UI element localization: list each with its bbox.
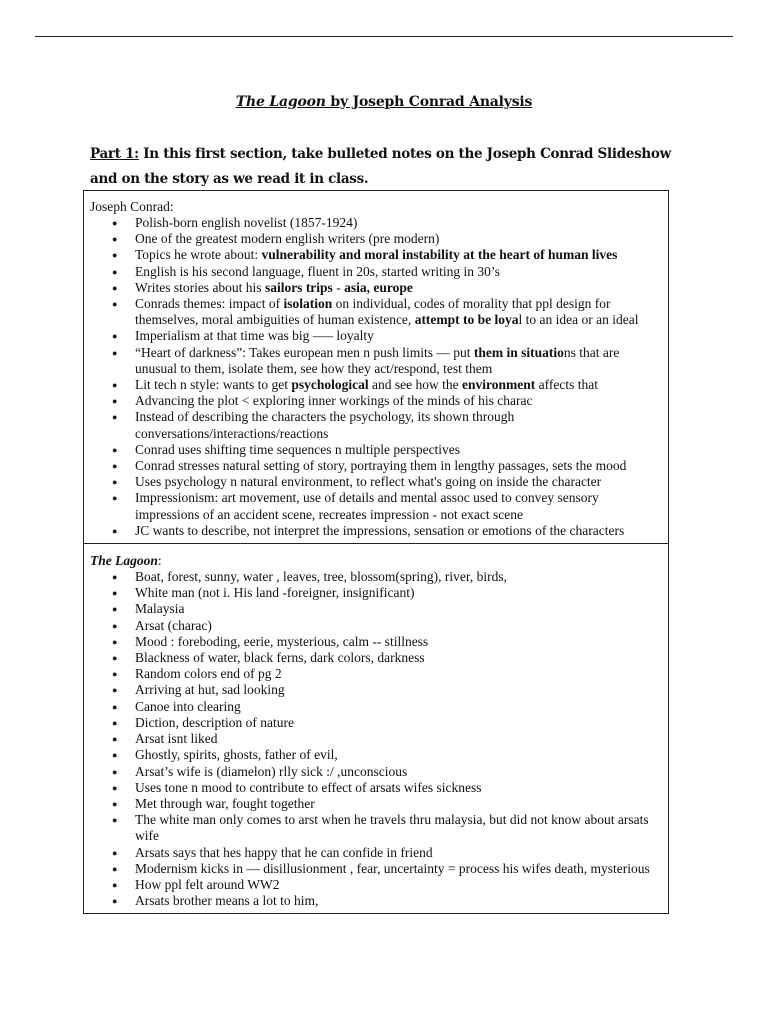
bullet-item bbox=[90, 650, 662, 666]
bullet-text: Canoe into clearing bbox=[135, 698, 241, 714]
bullet-item bbox=[90, 393, 662, 409]
title-italic: The Lagoon bbox=[235, 94, 326, 110]
bullet-text: Arsats says that hes happy that he can confide in friend bbox=[135, 844, 433, 860]
bullet-text: Arsat (charac) bbox=[135, 617, 212, 633]
bullet-text: Conrad stresses natural setting of story, portraying them in lengthy passages, sets the mood bbox=[135, 458, 627, 474]
part-instructions bbox=[90, 142, 690, 192]
bullet-item bbox=[90, 845, 662, 861]
bullet-text: One of the greatest modern english writers (pre modern) bbox=[135, 231, 440, 247]
bullet-text: Arsat’s wife is (diamelon) rlly sick :/ ,unconscious bbox=[135, 763, 408, 779]
bullet-text: English is his second language, fluent in 20s, started writing in 30’s bbox=[135, 263, 500, 279]
bullet-text: Arsat isnt liked bbox=[135, 731, 218, 747]
bullet-item bbox=[90, 264, 662, 280]
bullet-item bbox=[90, 296, 662, 328]
page-title bbox=[0, 94, 768, 110]
bullet-item bbox=[90, 747, 662, 763]
bullet-item bbox=[90, 877, 662, 893]
bullet-item bbox=[90, 796, 662, 812]
bullet-text: affects that bbox=[535, 377, 598, 393]
part-text: In this first section, take bulleted notes on the Joseph Conrad Slideshow and on the story as we read it in class. bbox=[90, 146, 671, 187]
bullet-text: Advancing the plot < exploring inner workings of the minds of his charac bbox=[135, 393, 533, 409]
bullet-item bbox=[90, 328, 662, 344]
bullet-item bbox=[90, 634, 662, 650]
bullet-item bbox=[90, 231, 662, 247]
bullet-item bbox=[90, 780, 662, 796]
conrad-notes-section bbox=[84, 191, 668, 543]
bullet-bold-text: psychological bbox=[291, 377, 369, 393]
conrad-section-title: Joseph Conrad: bbox=[90, 199, 174, 214]
bullet-text: Conrads themes: impact of bbox=[135, 296, 284, 312]
bullet-text: “Heart of darkness”: Takes european men n push limits — put bbox=[135, 344, 474, 360]
bullet-item bbox=[90, 812, 662, 844]
bullet-item bbox=[90, 474, 662, 490]
bullet-item bbox=[90, 458, 662, 474]
lagoon-bullet-list bbox=[90, 569, 662, 909]
bullet-text: Blackness of water, black ferns, dark colors, darkness bbox=[135, 650, 425, 666]
bullet-text: Diction, description of nature bbox=[135, 714, 294, 730]
bullet-text: How ppl felt around WW2 bbox=[135, 876, 280, 892]
bullet-text: Random colors end of pg 2 bbox=[135, 666, 282, 682]
bullet-text: Conrad uses shifting time sequences n multiple perspectives bbox=[135, 441, 461, 457]
bullet-item bbox=[90, 715, 662, 731]
lagoon-notes-section bbox=[84, 543, 668, 913]
bullet-item bbox=[90, 601, 662, 617]
part-label: Part 1: bbox=[90, 146, 139, 162]
bullet-item bbox=[90, 618, 662, 634]
bullet-text: Mood : foreboding, eerie, mysterious, calm -- stillness bbox=[135, 633, 429, 649]
bullet-text: ns that are unusual to them, isolate them, see how they act/respond, test them bbox=[135, 344, 620, 376]
bullet-text: Lit tech n style: wants to get bbox=[135, 377, 292, 393]
lagoon-title-italic: The Lagoon bbox=[90, 553, 158, 569]
bullet-text: Modernism kicks in — disillusionment , fear, uncertainty = process his wifes death, mysterious bbox=[135, 860, 650, 876]
bullet-text: Writes stories about his bbox=[135, 279, 265, 295]
bullet-bold-text: sailors trips bbox=[264, 279, 333, 295]
bullet-text: Ghostly, spirits, ghosts, father of evil, bbox=[135, 747, 338, 763]
bullet-text: Impressionism: art movement, use of details and mental assoc used to convey sensory impressions of an accident scene, recreates impression - not exact scene bbox=[135, 490, 599, 522]
bullet-text: White man (not i. His land -foreigner, insignificant) bbox=[135, 585, 415, 601]
bullet-text: Malaysia bbox=[135, 601, 185, 617]
bullet-bold-text: them in situatio bbox=[473, 344, 564, 360]
bullet-text: - bbox=[332, 279, 345, 295]
bullet-text: on individual, codes of morality that ppl design for themselves, moral ambiguities of human existence, bbox=[135, 296, 611, 328]
top-rule bbox=[35, 36, 733, 37]
bullet-text: Instead of describing the characters the psychology, its shown through conversations/interactions/reactions bbox=[135, 409, 515, 441]
bullet-item bbox=[90, 377, 662, 393]
bullet-text: Met through war, fought together bbox=[135, 795, 315, 811]
bullet-bold-text: asia, europe bbox=[344, 279, 413, 295]
bullet-text: l to an idea or an ideal bbox=[518, 312, 639, 328]
bullet-item bbox=[90, 861, 662, 877]
bullet-text: Uses psychology n natural environment, to reflect what's going on inside the character bbox=[135, 474, 602, 490]
bullet-text: and see how the bbox=[368, 377, 462, 393]
notes-table bbox=[83, 190, 669, 914]
title-rest: by Joseph Conrad Analysis bbox=[325, 94, 533, 110]
bullet-item bbox=[90, 731, 662, 747]
lagoon-section-title bbox=[90, 553, 662, 569]
bullet-text: Polish-born english novelist (1857-1924) bbox=[135, 215, 358, 230]
bullet-item bbox=[90, 764, 662, 780]
bullet-item bbox=[90, 893, 662, 909]
bullet-item bbox=[90, 523, 662, 539]
bullet-bold-text: attempt to be loya bbox=[414, 312, 519, 328]
bullet-item bbox=[90, 345, 662, 377]
bullet-text: Uses tone n mood to contribute to effect of arsats wifes sickness bbox=[135, 779, 482, 795]
bullet-text: Imperialism at that time was big –— loyalty bbox=[135, 328, 374, 344]
bullet-item bbox=[90, 699, 662, 715]
bullet-item bbox=[90, 409, 662, 441]
bullet-bold-text: vulnerability and moral instability at the heart of human lives bbox=[261, 247, 618, 263]
bullet-text: Arsats brother means a lot to him, bbox=[135, 893, 319, 909]
bullet-item bbox=[90, 442, 662, 458]
lagoon-title-rest: : bbox=[157, 553, 162, 569]
bullet-item bbox=[90, 215, 662, 231]
bullet-text: Arriving at hut, sad looking bbox=[135, 682, 285, 698]
bullet-item bbox=[90, 666, 662, 682]
bullet-item bbox=[90, 569, 662, 585]
bullet-item bbox=[90, 585, 662, 601]
bullet-item bbox=[90, 682, 662, 698]
bullet-text: Topics he wrote about: bbox=[135, 247, 262, 263]
bullet-text: JC wants to describe, not interpret the impressions, sensation or emotions of the characters bbox=[135, 522, 625, 538]
bullet-item bbox=[90, 247, 662, 263]
bullet-item bbox=[90, 490, 662, 522]
bullet-bold-text: environment bbox=[461, 377, 536, 393]
bullet-bold-text: isolation bbox=[283, 296, 333, 312]
bullet-text: Boat, forest, sunny, water , leaves, tree, blossom(spring), river, birds, bbox=[135, 569, 507, 585]
bullet-text: The white man only comes to arst when he travels thru malaysia, but did not know about arsats wife bbox=[135, 812, 649, 844]
conrad-bullet-list bbox=[90, 215, 662, 539]
bullet-item bbox=[90, 280, 662, 296]
